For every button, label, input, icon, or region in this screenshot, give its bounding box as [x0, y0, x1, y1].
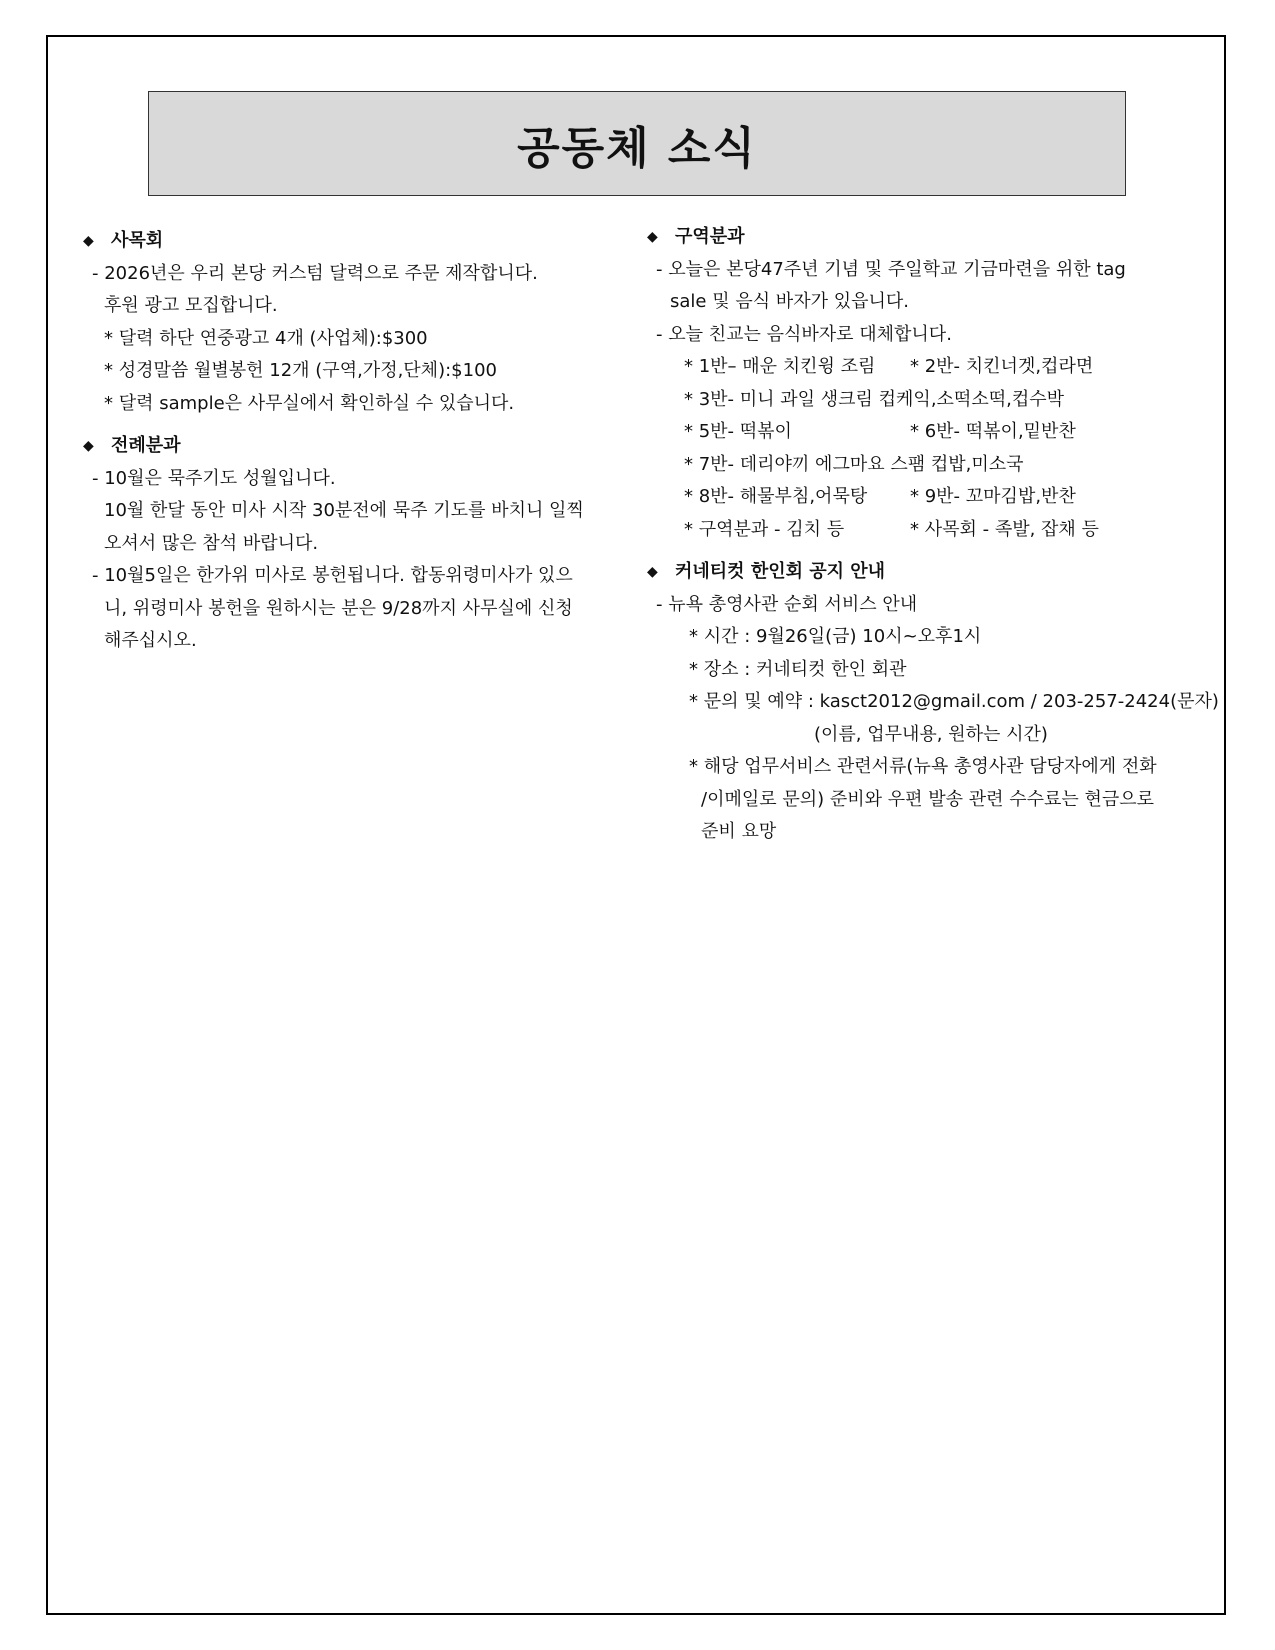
list-item: * 달력 sample은 사무실에서 확인하실 수 있습니다. — [104, 392, 515, 414]
text-line: 해주십시오. — [104, 630, 197, 651]
text-line: /이메일로 문의) 준비와 우편 발송 관련 수수료는 현금으로 — [701, 788, 1155, 810]
list-item — [644, 514, 1204, 547]
list-item — [644, 384, 1204, 417]
text-line: sale 및 음식 바자가 있읍니다. — [670, 291, 909, 312]
left-column — [80, 225, 625, 668]
pair-left: * 구역분과 - 김치 등 — [684, 518, 845, 540]
section-samokhoe — [80, 225, 625, 420]
list-item: * 문의 및 예약 : kasct2012@gmail.com / 203-257-2424(문자) — [689, 691, 1219, 712]
diamond-bullet-icon: ◆ — [83, 438, 94, 454]
list-item: * 장소 : 커네티컷 한인 회관 — [689, 658, 907, 680]
text-line: 오셔서 많은 참석 바랍니다. — [104, 532, 319, 554]
list-item — [644, 481, 1204, 514]
text-line: - 뉴욕 총영사관 순회 서비스 안내 — [656, 593, 918, 615]
pair-right: * 2반- 치킨너겟,컵라면 — [910, 356, 1094, 377]
list-item — [644, 449, 1204, 482]
section-title: 사목회 — [111, 230, 164, 251]
text-line: - 10월은 묵주기도 성월입니다. — [92, 467, 336, 489]
section-title: 구역분과 — [675, 226, 745, 247]
section-jeonrye — [80, 430, 625, 658]
list-item: * 해당 업무서비스 관련서류(뉴욕 총영사관 담당자에게 전화 — [689, 756, 1157, 777]
pair-left: * 1반– 매운 치킨윙 조림 — [684, 356, 876, 377]
list-item — [644, 351, 1204, 384]
text-line: (이름, 업무내용, 원하는 시간) — [814, 723, 1048, 745]
pair-left: * 3반- 미니 과일 생크림 컵케익,소떡소떡,컵수박 — [684, 388, 1064, 410]
diamond-bullet-icon: ◆ — [647, 564, 658, 580]
list-item — [644, 416, 1204, 449]
section-heading — [644, 556, 1204, 589]
list-item: * 시간 : 9월26일(금) 10시~오후1시 — [689, 626, 982, 647]
pair-right: * 6반- 떡볶이,밑반찬 — [910, 421, 1076, 442]
section-heading — [80, 225, 625, 258]
section-heading — [80, 430, 625, 463]
text-line: 후원 광고 모집합니다. — [104, 295, 278, 316]
text-line: 준비 요망 — [701, 821, 777, 842]
diamond-bullet-icon: ◆ — [647, 229, 658, 245]
title-banner — [148, 91, 1126, 196]
text-line: 니, 위령미사 봉헌을 원하시는 분은 9/28까지 사무실에 신청 — [104, 597, 573, 619]
text-line: - 오늘은 본당47주년 기념 및 주일학교 기금마련을 위한 tag — [656, 258, 1126, 280]
diamond-bullet-icon: ◆ — [83, 233, 94, 249]
pair-right: * 9반- 꼬마김밥,반찬 — [910, 486, 1076, 507]
pair-left: * 8반- 해물부침,어묵탕 — [684, 486, 868, 507]
pair-left: * 7반- 데리야끼 에그마요 스팸 컵밥,미소국 — [684, 453, 1024, 475]
section-heading — [644, 221, 1204, 254]
pair-left: * 5반- 떡볶이 — [684, 421, 792, 442]
text-line: - 오늘 친교는 음식바자로 대체합니다. — [656, 323, 952, 345]
right-column — [644, 221, 1219, 859]
section-hanin — [644, 556, 1219, 849]
pair-right: * 사목회 - 족발, 잡채 등 — [910, 518, 1099, 540]
page-title: 공동체 소식 — [517, 122, 757, 174]
section-guyeok — [644, 221, 1204, 546]
list-item: * 달력 하단 연중광고 4개 (사업체):$300 — [104, 327, 428, 349]
section-title: 전례분과 — [111, 435, 181, 456]
section-title: 커네티컷 한인회 공지 안내 — [675, 561, 886, 582]
text-line: - 10월5일은 한가위 미사로 봉헌됩니다. 합동위령미사가 있으 — [92, 565, 573, 586]
text-line: 10월 한달 동안 미사 시작 30분전에 묵주 기도를 바치니 일찍 — [104, 500, 584, 521]
list-item: * 성경말씀 월별봉헌 12개 (구역,가정,단체):$100 — [104, 360, 497, 381]
text-line: - 2026년은 우리 본당 커스텀 달력으로 주문 제작합니다. — [92, 262, 538, 284]
